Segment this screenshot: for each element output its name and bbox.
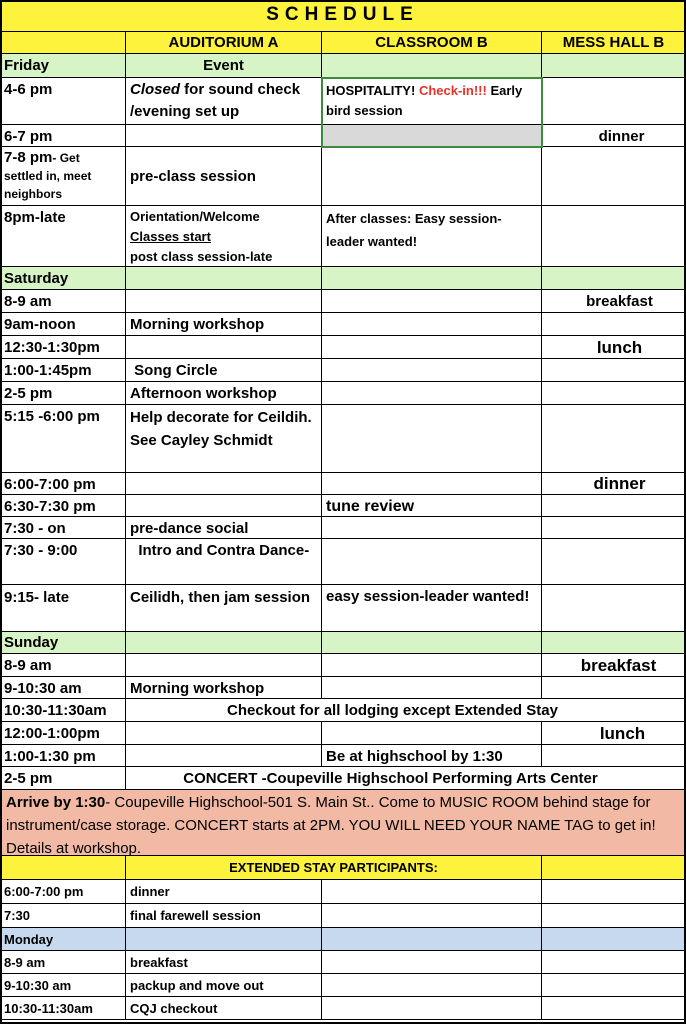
day-sunday: Sunday (0, 632, 126, 654)
hospitality-text: HOSPITALITY! (326, 83, 419, 98)
classroom-cell (322, 654, 542, 677)
auditorium-cell: CQJ checkout (126, 997, 322, 1020)
messhall-cell: lunch (542, 336, 686, 359)
time-main-text: 7-8 pm (4, 149, 53, 166)
classroom-cell (322, 405, 542, 473)
classroom-cell (322, 880, 542, 904)
auditorium-cell (126, 495, 322, 517)
auditorium-cell (126, 745, 322, 767)
auditorium-cell (126, 206, 322, 267)
sunday-mess-header (542, 632, 686, 654)
classroom-cell (322, 313, 542, 336)
sunday-cls-header (322, 632, 542, 654)
messhall-cell (542, 951, 686, 974)
day-friday: Friday (0, 54, 126, 78)
day-saturday: Saturday (0, 267, 126, 290)
time-cell: 8-9 am (0, 951, 126, 974)
messhall-cell (542, 405, 686, 473)
time-sub-text: - Get settled in, meet neighbors (4, 151, 92, 201)
classes-start-text: Classes start (130, 229, 211, 244)
monday-aud-header (126, 928, 322, 951)
time-cell: 8pm-late (0, 206, 126, 267)
extended-header-mess (542, 856, 686, 880)
messhall-cell (542, 745, 686, 767)
auditorium-cell: dinner (126, 880, 322, 904)
messhall-cell (542, 997, 686, 1020)
early-bird-text: Early bird session (326, 83, 523, 118)
auditorium-cell: Song Circle (126, 359, 322, 382)
auditorium-cell: pre-class session (126, 147, 322, 206)
messhall-cell (542, 974, 686, 997)
messhall-cell (542, 78, 686, 125)
auditorium-cell (126, 654, 322, 677)
time-cell: 4-6 pm (0, 78, 126, 125)
schedule-title: SCHEDULE (0, 0, 686, 32)
auditorium-cell (126, 722, 322, 745)
extended-stay-header: EXTENDED STAY PARTICIPANTS: (126, 856, 542, 880)
messhall-cell (542, 359, 686, 382)
classroom-cell (322, 473, 542, 495)
friday-classroom-header (322, 54, 542, 78)
classroom-cell (322, 722, 542, 745)
time-cell: 5:15 -6:00 pm (0, 405, 126, 473)
classroom-cell: Be at highschool by 1:30 (322, 745, 542, 767)
time-cell: 9-10:30 am (0, 677, 126, 699)
auditorium-cell: packup and move out (126, 974, 322, 997)
classroom-cell (322, 677, 542, 699)
auditorium-cell: pre-dance social (126, 517, 322, 539)
classroom-cell (322, 517, 542, 539)
auditorium-cell (126, 290, 322, 313)
time-cell: 7:30 - on (0, 517, 126, 539)
classroom-cell (322, 904, 542, 928)
time-cell: 1:00-1:45pm (0, 359, 126, 382)
header-time (0, 32, 126, 54)
time-cell: 7:30 - 9:00 (0, 539, 126, 585)
time-cell (0, 147, 126, 206)
auditorium-cell: Intro and Contra Dance- (126, 539, 322, 585)
messhall-cell: dinner (542, 125, 686, 147)
time-cell: 10:30-11:30am (0, 699, 126, 722)
classroom-cell (322, 951, 542, 974)
auditorium-cell: Afternoon workshop (126, 382, 322, 405)
concert-note-body: - Coupeville Highschool-501 S. Main St.. Come to MUSIC ROOM behind stage for instrument/case storage. CONCERT starts at 2PM. YOU WILL NEED YOUR NAME TAG to get in! Details at workshop. (6, 794, 656, 856)
time-cell: 1:00-1:30 pm (0, 745, 126, 767)
time-cell: 6:00-7:00 pm (0, 473, 126, 495)
auditorium-cell: Ceilidh, then jam session (126, 585, 322, 632)
extended-header-time (0, 856, 126, 880)
time-cell: 9am-noon (0, 313, 126, 336)
time-cell: 8-9 am (0, 654, 126, 677)
auditorium-cell (126, 336, 322, 359)
header-classroom: CLASSROOM B (322, 32, 542, 54)
auditorium-cell: breakfast (126, 951, 322, 974)
messhall-cell (542, 206, 686, 267)
saturday-cls-header (322, 267, 542, 290)
messhall-cell (542, 517, 686, 539)
time-cell: 12:00-1:00pm (0, 722, 126, 745)
monday-cls-header (322, 928, 542, 951)
classroom-cell (322, 147, 542, 206)
time-cell: 10:30-11:30am (0, 997, 126, 1020)
arrive-by-text: Arrive by 1:30 (6, 794, 106, 811)
messhall-cell: breakfast (542, 290, 686, 313)
messhall-cell (542, 313, 686, 336)
classroom-cell (322, 539, 542, 585)
auditorium-cell (126, 473, 322, 495)
classroom-cell (322, 974, 542, 997)
classroom-cell (322, 78, 542, 125)
auditorium-cell: Help decorate for Ceildih. See Cayley Schmidt (126, 405, 322, 473)
auditorium-cell: Morning workshop (126, 677, 322, 699)
classroom-cell: tune review (322, 495, 542, 517)
header-auditorium: AUDITORIUM A (126, 32, 322, 54)
concert-span-cell: CONCERT -Coupeville Highschool Performing Arts Center (126, 767, 686, 790)
messhall-cell: dinner (542, 473, 686, 495)
time-cell: 2-5 pm (0, 382, 126, 405)
friday-messhall-header (542, 54, 686, 78)
checkin-text: Check-in!!! (418, 83, 487, 98)
classroom-cell (322, 290, 542, 313)
messhall-cell: breakfast (542, 654, 686, 677)
messhall-cell (542, 904, 686, 928)
messhall-cell (542, 880, 686, 904)
header-messhall: MESS HALL B (542, 32, 686, 54)
sunday-aud-header (126, 632, 322, 654)
messhall-cell (542, 495, 686, 517)
auditorium-cell (126, 78, 322, 125)
auditorium-cell: final farewell session (126, 904, 322, 928)
concert-note (0, 790, 686, 856)
closed-rest-text: for sound check /evening set up (130, 81, 301, 120)
orientation-text: Orientation/Welcome (130, 209, 260, 224)
messhall-cell (542, 677, 686, 699)
time-cell: 8-9 am (0, 290, 126, 313)
time-cell: 6:30-7:30 pm (0, 495, 126, 517)
saturday-mess-header (542, 267, 686, 290)
time-cell: 7:30 (0, 904, 126, 928)
monday-mess-header (542, 928, 686, 951)
messhall-cell (542, 382, 686, 405)
event-label: Event (126, 54, 322, 78)
time-cell: 12:30-1:30pm (0, 336, 126, 359)
classroom-cell (322, 359, 542, 382)
auditorium-cell: Morning workshop (126, 313, 322, 336)
time-cell: 2-5 pm (0, 767, 126, 790)
post-class-text: post class session-late (130, 249, 273, 264)
time-cell: 6-7 pm (0, 125, 126, 147)
classroom-cell-selected[interactable] (322, 125, 542, 147)
classroom-cell: easy session-leader wanted! (322, 585, 542, 632)
messhall-cell (542, 147, 686, 206)
messhall-cell (542, 585, 686, 632)
saturday-aud-header (126, 267, 322, 290)
closed-text: Closed (130, 81, 181, 98)
classroom-cell (322, 336, 542, 359)
time-cell: 9-10:30 am (0, 974, 126, 997)
time-cell: 9:15- late (0, 585, 126, 632)
day-monday: Monday (0, 928, 126, 951)
auditorium-cell (126, 125, 322, 147)
classroom-cell: After classes: Easy session-leader wanted! (322, 206, 542, 267)
messhall-cell: lunch (542, 722, 686, 745)
checkout-span-cell: Checkout for all lodging except Extended Stay (126, 699, 686, 722)
time-cell: 6:00-7:00 pm (0, 880, 126, 904)
classroom-cell (322, 997, 542, 1020)
classroom-cell (322, 382, 542, 405)
messhall-cell (542, 539, 686, 585)
